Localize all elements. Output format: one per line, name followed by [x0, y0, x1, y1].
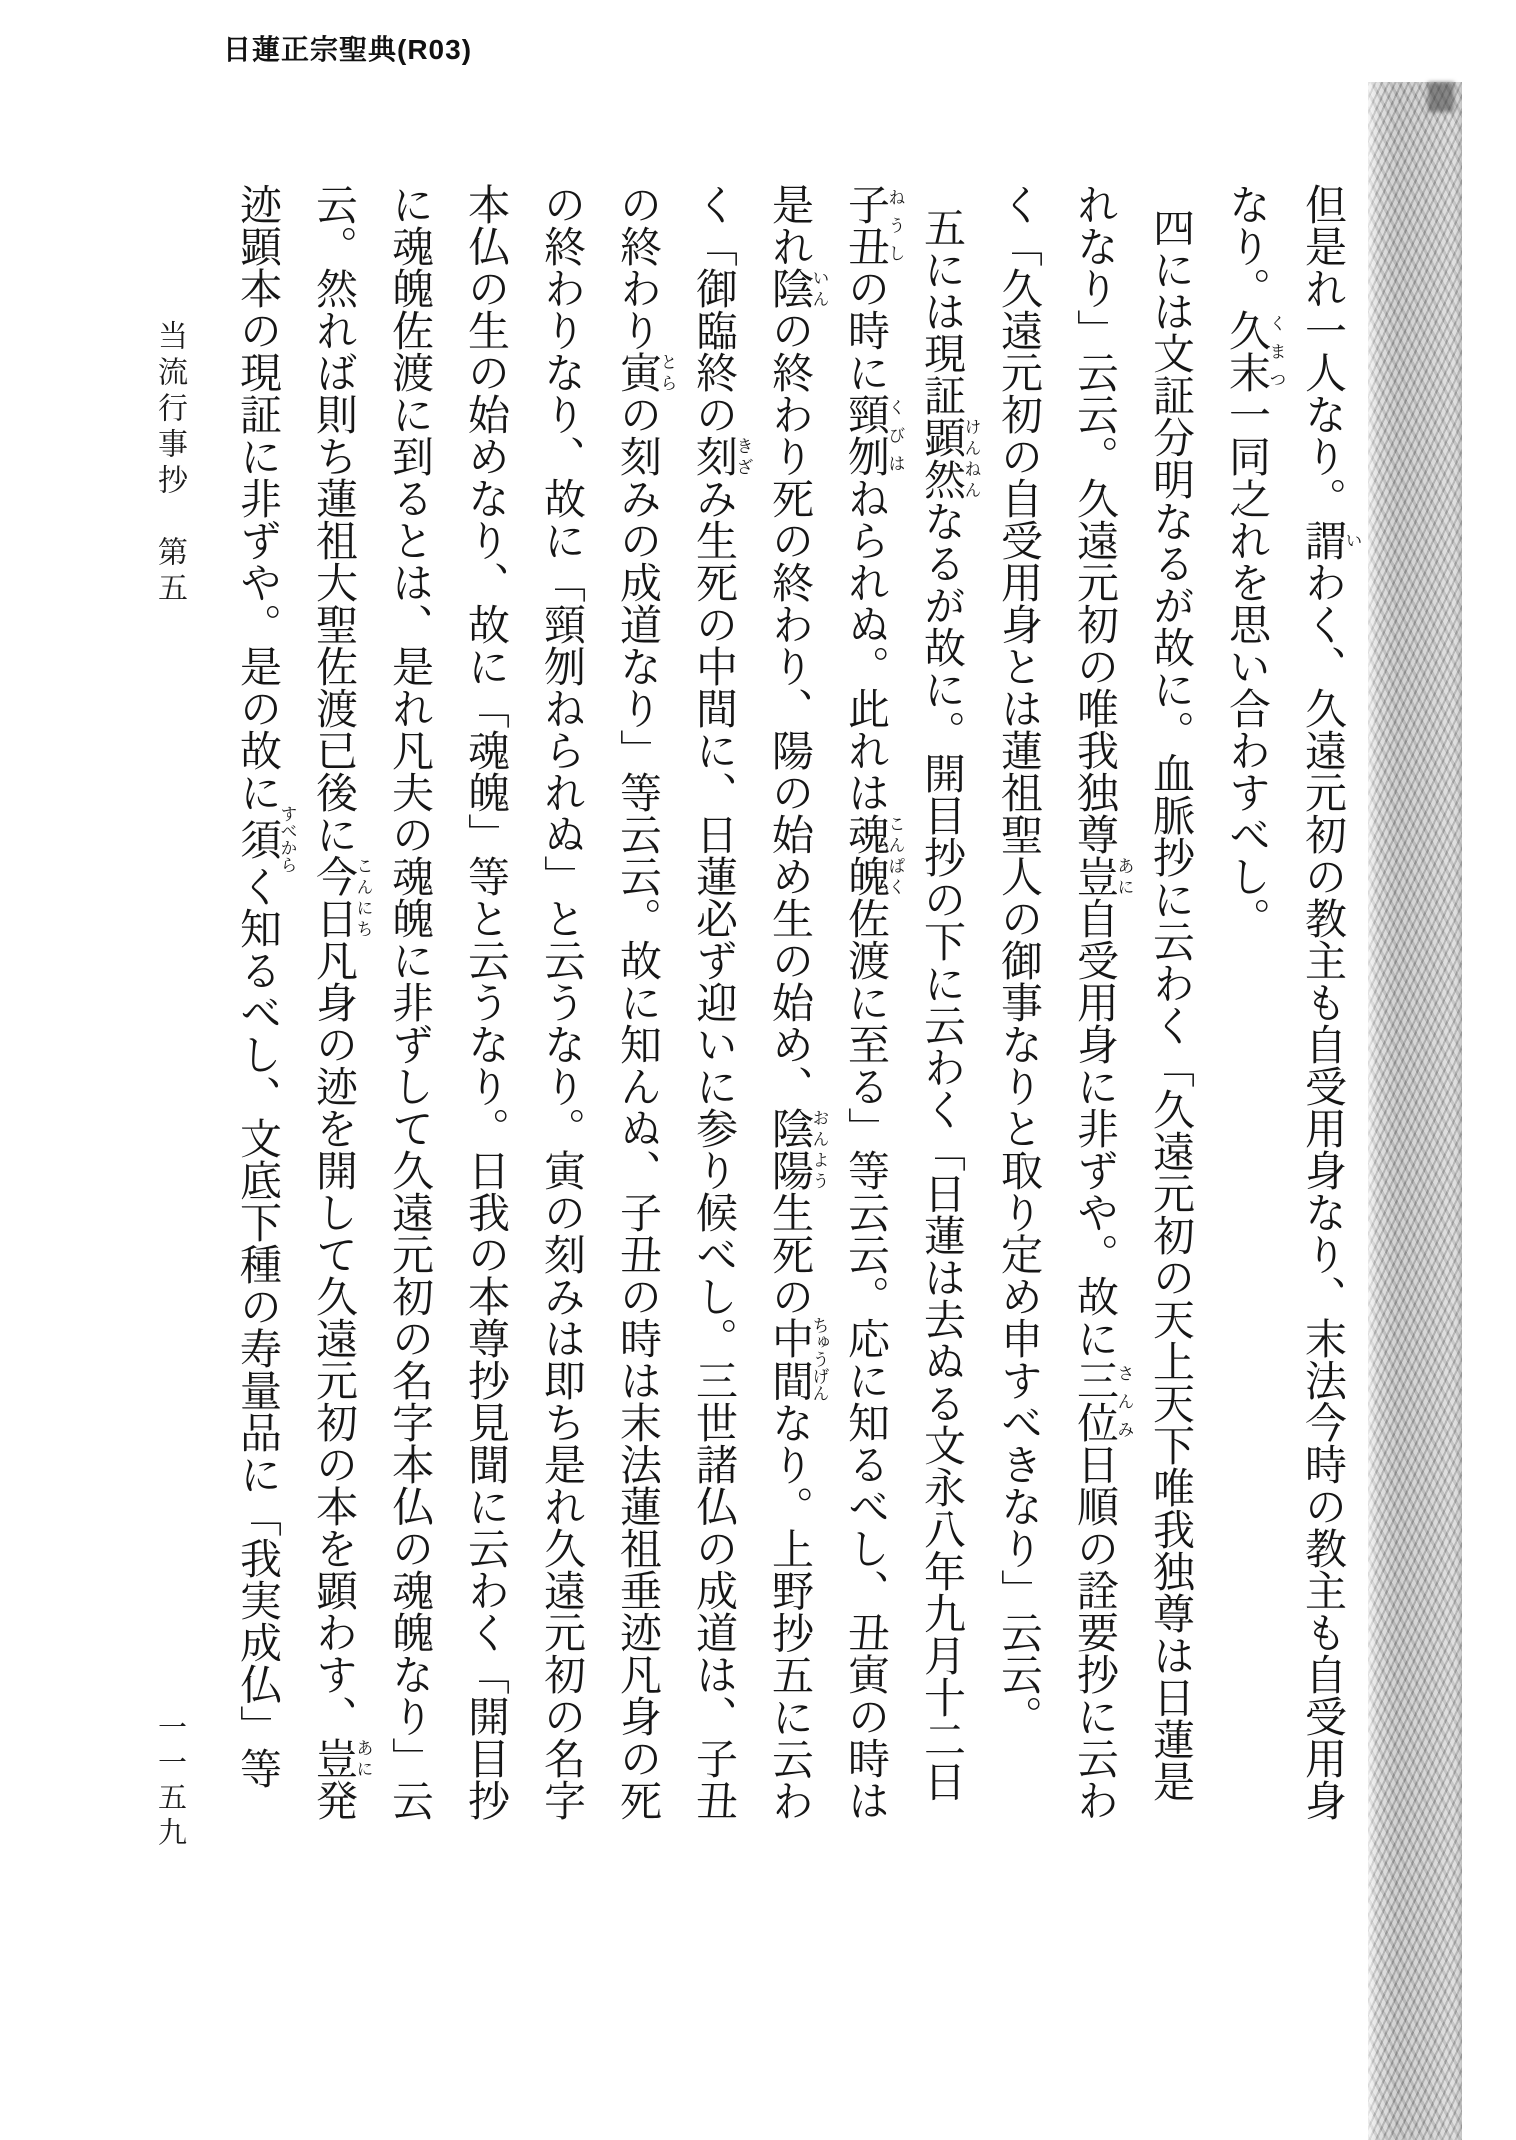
- ruby-annotated-word: 豈あに: [310, 1737, 373, 1779]
- ruby-annotated-word: 魂魄こんぱく: [842, 813, 905, 897]
- ruby-annotated-word: 今日こんにち: [310, 855, 373, 939]
- ruby-annotated-word: 豈あに: [1071, 855, 1134, 897]
- binding-shadow: [1368, 82, 1462, 2140]
- ruby-annotated-word: 中間ちゅうげん: [766, 1316, 829, 1402]
- paragraph: 四には文証分明なるが故に。血脈抄に云わく「久遠元初の天上天下唯我独尊は日蓮是れなり」云云。久遠元初の唯我独尊豈あに自受用身に非ずや。故に三位さんみ日順の詮要抄に云わく「久遠元初の自受用身とは蓮祖聖人の御事なりと取り定め申すべきなり」云云。: [995, 183, 1193, 1821]
- ruby-annotated-word: 三位さんみ: [1071, 1359, 1134, 1443]
- paragraph: 五には現証顕然けんねんなるが故に。開目抄の下に云わく「日蓮は去ぬる文永八年九月十二日子丑ねうしの時に頸刎くびはねられぬ。此れは魂魄こんぱく佐渡に至る」等云云。応に知るべし、丑寅の時は是れ陰いんの終わり死の終わり、陽の始め生の始め、陰陽おんよう生死の中間ちゅうげんなり。上野抄五に云わく「御臨終の刻きざみ生死の中間に、日蓮必ず迎いに参り候べし。三世諸仏の成道は、子丑の終わり寅とらの刻みの成道なり」等云云。故に知んぬ、子丑の時は末法蓮祖垂迹凡身の死の終わりなり、故に「頸刎ねられぬ」と云うなり。寅の刻みは即ち是れ久遠元初の名字本仏の生の始めなり、故に「魂魄」等と云うなり。日我の本尊抄見聞に云わく「開目抄に魂魄佐渡に到るとは、是れ凡夫の魂魄に非ずして久遠元初の名字本仏の魂魄なり」云云。然れば則ち蓮祖大聖佐渡已後に今日こんにち凡身の迹を開して久遠元初の本を顕わす、豈あに発迹顕本の現証に非ずや。是の故に須すべからく知るべし、文底下種の寿量品に「我実成仏」等: [234, 183, 981, 1822]
- ruby-annotated-word: 顕然けんねん: [918, 416, 981, 501]
- ruby-annotated-word: 陰陽おんよう: [766, 1107, 829, 1191]
- ruby-annotated-word: 子丑ねうし: [842, 183, 905, 267]
- ruby-annotated-word: 刻きざ: [690, 435, 753, 477]
- ruby-annotated-word: 謂い: [1299, 519, 1362, 561]
- chapter-label: 当流行事抄 第五: [153, 320, 186, 608]
- ruby-annotated-word: 寅とら: [614, 351, 677, 393]
- paragraph: 但是れ一人なり。謂いわく、久遠元初の教主も自受用身なり、末法今時の教主も自受用身なり。久末くまつ一同之れを思い合わすべし。: [1223, 183, 1362, 1821]
- book-title: 日蓮正宗聖典(R03): [223, 34, 473, 65]
- ruby-annotated-word: 須すべから: [234, 805, 297, 873]
- ruby-annotated-word: 久末くまつ: [1223, 309, 1286, 393]
- page-number: 一一五九: [154, 1712, 186, 1852]
- ruby-annotated-word: 陰いん: [766, 267, 829, 309]
- ruby-annotated-word: 頸刎くびは: [842, 393, 905, 477]
- document-body: [220, 183, 1361, 1833]
